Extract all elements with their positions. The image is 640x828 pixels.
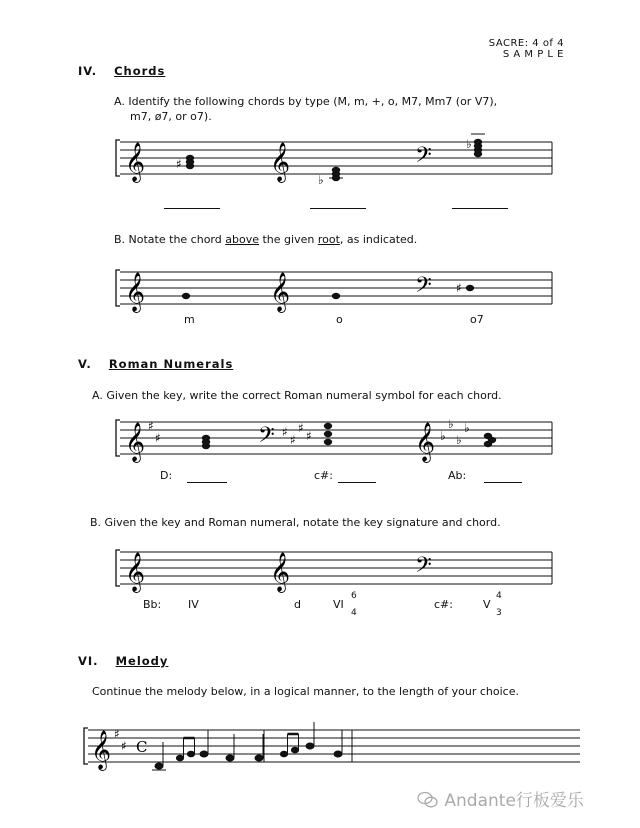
flat-icon: ♭ (448, 417, 454, 431)
instruction-iv-b (114, 233, 417, 247)
treble-clef-icon: 𝄞 (270, 272, 291, 312)
answer-blank[interactable] (187, 482, 227, 483)
bass-clef-icon: 𝄢 (258, 423, 275, 453)
chord-quality-label: m (184, 313, 195, 326)
key-label: Ab: (448, 469, 467, 482)
key-label: d (294, 598, 301, 611)
bass-clef-icon: 𝄢 (415, 273, 432, 303)
flat-icon: ♭ (440, 429, 446, 443)
roman-numeral: IV (188, 598, 199, 611)
text-emphasis: above (225, 233, 259, 246)
system-bracket (116, 420, 120, 456)
sharp-icon: ♯ (306, 429, 312, 443)
sharp-icon: ♯ (176, 157, 182, 171)
key-label: Bb: (143, 598, 162, 611)
chord-quality-label: o (336, 313, 343, 326)
sharp-icon: ♯ (148, 419, 154, 433)
answer-blank[interactable] (310, 208, 366, 209)
chord-3 (466, 134, 485, 157)
chord-2 (318, 167, 343, 187)
staff-v-b (110, 544, 560, 604)
sharp-icon: ♯ (155, 431, 161, 445)
sharp-icon: ♯ (456, 281, 462, 295)
text-emphasis: root (317, 233, 340, 246)
answer-blank[interactable] (452, 208, 508, 209)
section-title: Roman Numerals (108, 357, 234, 371)
system-bracket (116, 140, 120, 176)
staff-iv-a (110, 128, 560, 198)
section-numeral: VI. (78, 654, 99, 668)
figure-bottom: 4 (351, 608, 357, 618)
treble-clef-icon: 𝄞 (91, 730, 112, 770)
flat-icon: ♭ (466, 137, 472, 151)
chord-1 (202, 435, 210, 449)
bass-clef-icon: 𝄢 (415, 143, 432, 173)
treble-clef-icon: 𝄞 (125, 142, 146, 182)
text: B. Notate the chord (114, 233, 226, 246)
page-number: SACRE: 4 of 4 (488, 38, 564, 49)
text: , as indicated. (339, 233, 418, 246)
section-vi-heading (78, 654, 168, 668)
flat-icon: ♭ (464, 421, 470, 435)
wechat-icon (417, 791, 444, 811)
root-note (182, 293, 190, 299)
instruction-iv-a-cont: m7, ø7, or o7). (130, 110, 212, 123)
instruction-v-b: B. Given the key and Roman numeral, notate the key signature and chord. (90, 516, 501, 529)
section-numeral: V. (78, 357, 92, 371)
system-bracket (116, 270, 120, 306)
sharp-icon: ♯ (290, 433, 296, 447)
watermark-text: Andante行板爱乐 (444, 791, 584, 811)
chord-1 (176, 155, 194, 171)
sharp-icon: ♯ (298, 421, 304, 435)
section-title: Chords (114, 64, 166, 78)
flat-icon: ♭ (318, 173, 324, 187)
text: the given (258, 233, 318, 246)
section-numeral: IV. (78, 64, 98, 78)
system-bracket (116, 550, 120, 586)
key-label: c#: (434, 598, 453, 611)
common-time-icon: C (136, 738, 148, 756)
key-label: c#: (314, 469, 333, 482)
figure-bottom: 3 (496, 608, 502, 618)
section-v-heading (78, 357, 233, 371)
system-bracket (84, 728, 88, 764)
chord-3 (484, 433, 496, 447)
bass-clef-icon: 𝄢 (415, 553, 432, 583)
instruction-iv-a: A. Identify the following chords by type (M, m, +, o, M7, Mm7 (or V7), (114, 95, 498, 108)
figure-top: 6 (351, 591, 357, 601)
root-note (466, 285, 474, 291)
sharp-icon: ♯ (282, 425, 288, 439)
page-header (489, 38, 564, 60)
sharp-icon: ♯ (114, 727, 120, 741)
instruction-vi: Continue the melody below, in a logical manner, to the length of your choice. (92, 685, 519, 698)
treble-clef-icon: 𝄞 (270, 142, 291, 182)
treble-clef-icon: 𝄞 (125, 422, 146, 462)
roman-numeral: V (483, 598, 491, 611)
flat-icon: ♭ (456, 433, 462, 447)
staff-v-a (110, 414, 560, 474)
answer-blank[interactable] (338, 482, 376, 483)
root-note (332, 293, 340, 299)
sharp-icon: ♯ (121, 739, 127, 753)
sample-label: S A M P L E (502, 49, 564, 60)
treble-clef-icon: 𝄞 (125, 272, 146, 312)
treble-clef-icon: 𝄞 (125, 552, 146, 592)
staff-iv-b (110, 258, 560, 318)
answer-blank[interactable] (164, 208, 220, 209)
answer-blank[interactable] (484, 482, 522, 483)
figure-top: 4 (496, 591, 502, 601)
chord-quality-label: o7 (470, 313, 484, 326)
melody-staff (78, 716, 588, 780)
chord-2 (324, 423, 332, 445)
section-title: Melody (115, 654, 169, 668)
key-label: D: (160, 469, 173, 482)
roman-numeral: VI (333, 598, 344, 611)
treble-clef-icon: 𝄞 (270, 552, 291, 592)
section-iv-heading (78, 64, 165, 78)
treble-clef-icon: 𝄞 (415, 422, 436, 462)
instruction-v-a: A. Given the key, write the correct Roman numeral symbol for each chord. (92, 389, 502, 402)
watermark (417, 786, 584, 811)
